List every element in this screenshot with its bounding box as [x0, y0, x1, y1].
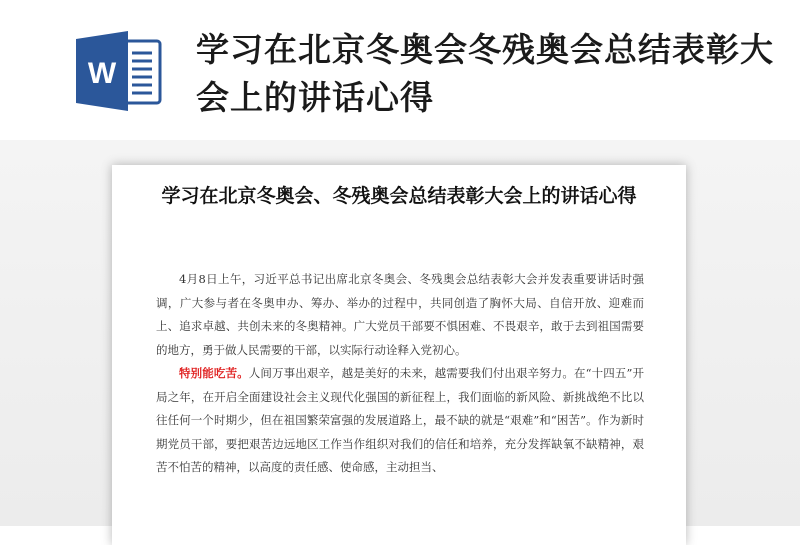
word-icon-letter: W [87, 57, 117, 90]
paragraph-1: 4月8日上午，习近平总书记出席北京冬奥会、冬残奥会总结表彰大会并发表重要讲话时强调，广大参与者在冬奥申办、筹办、举办的过程中，共同创造了胸怀大局、自信开放、迎难而上、追求卓越、共创未来的冬奥精神。广大党员干部要不惧困难、不畏艰辛，敢于去到祖国需要的地方，勇于做人民需要的干部，以实际行动诠释入党初心。 [156, 272, 644, 357]
document-title: 学习在北京冬奥会、冬残奥会总结表彰大会上的讲话心得 [161, 185, 637, 207]
word-document-icon [76, 31, 166, 111]
document-page [112, 165, 686, 545]
header-banner [0, 0, 800, 140]
paragraph-2 [156, 362, 644, 480]
paragraph-2-heading: 特别能吃苦。 [179, 366, 249, 380]
header-title: 学习在北京冬奥会冬残奥会总结表彰大会上的讲话心得 [196, 30, 774, 117]
paragraph-2-text: 人间万事出艰辛，越是美好的未来，越需要我们付出艰辛努力。在“十四五”开局之年，在开启全面建设社会主义现代化强国的新征程上，我们面临的新风险、新挑战绝不比以往任何一个时期少，但在祖国繁荣富强的发展道路上，最不缺的就是“艰难”和“困苦”。作为新时期党员干部，要把艰苦边远地区工作当作组织对我们的信任和培养，充分发挥缺氧不缺精神，艰苦不怕苦的精神，以高度的责任感、使命感，主动担当、 [156, 366, 644, 474]
document-body [156, 268, 644, 480]
